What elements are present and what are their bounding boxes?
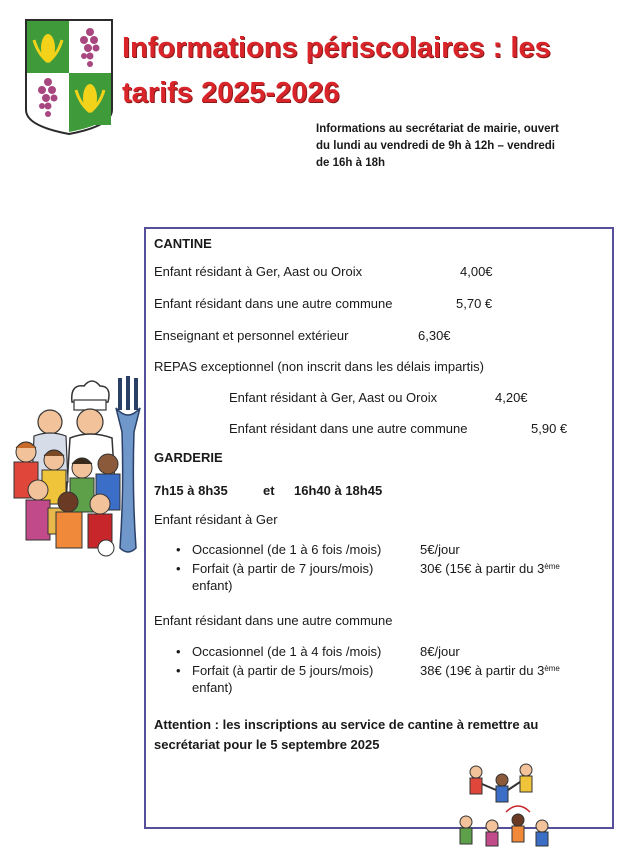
exceptional-meal-label: REPAS exceptionnel (non inscrit dans les délais impartis) <box>154 359 484 374</box>
item-label: Occasionnel (de 1 à 6 fois /mois) <box>192 542 382 557</box>
children-playing-illustration <box>446 760 556 850</box>
garderie-other-list <box>174 643 594 698</box>
title-line-1: Informations périscolaires : les <box>122 32 551 64</box>
cantine-row-label: Enfant résidant dans une autre commune <box>154 296 393 311</box>
fork-icon <box>116 376 140 552</box>
opening-hours-info <box>316 121 606 172</box>
item-superscript: ème <box>544 562 560 571</box>
garderie-hours-evening: 16h40 à 18h45 <box>294 483 383 498</box>
title-line-2: tarifs 2025-2026 <box>122 77 340 109</box>
garderie-other-label: Enfant résidant dans une autre commune <box>154 613 393 628</box>
garderie-heading: GARDERIE <box>154 450 223 465</box>
exceptional-row-label: Enfant résidant à Ger, Aast ou Oroix <box>229 390 438 405</box>
exceptional-row-label: Enfant résidant dans une autre commune <box>229 421 468 436</box>
coat-of-arms-logo <box>24 18 114 136</box>
tariffs-panel <box>144 227 614 829</box>
list-item <box>174 541 594 558</box>
exceptional-row-price: 5,90 € <box>531 421 568 436</box>
info-line: du lundi au vendredi de 9h à 12h – vendredi <box>316 140 556 152</box>
cantine-row-label: Enseignant et personnel extérieur <box>154 328 349 343</box>
item-superscript: ème <box>544 664 560 673</box>
list-item <box>174 662 594 696</box>
cantine-row-label: Enfant résidant à Ger, Aast ou Oroix <box>154 264 363 279</box>
item-price: 8€/jour <box>420 644 460 659</box>
cantine-row-price: 6,30€ <box>418 328 451 343</box>
item-price: 30€ (15€ à partir du 3 <box>420 561 545 576</box>
item-label: Forfait (à partir de 5 jours/mois) <box>192 663 374 678</box>
item-tail: enfant) <box>192 578 233 593</box>
item-label: Forfait (à partir de 7 jours/mois) <box>192 561 374 576</box>
cantine-row-price: 5,70 € <box>456 296 493 311</box>
item-price: 5€/jour <box>420 542 460 557</box>
page-title <box>122 26 612 116</box>
attention-line-2: secrétariat pour le 5 septembre 2025 <box>154 737 380 752</box>
chef-children-illustration <box>8 372 148 562</box>
list-item <box>174 643 594 660</box>
garderie-hours-and: et <box>263 483 275 498</box>
item-label: Occasionnel (de 1 à 4 fois /mois) <box>192 644 382 659</box>
garderie-hours-morning: 7h15 à 8h35 <box>154 483 228 498</box>
info-line: de 16h à 18h <box>316 157 386 169</box>
cantine-heading: CANTINE <box>154 236 212 251</box>
list-item <box>174 560 594 594</box>
garderie-ger-list <box>174 541 594 596</box>
garderie-ger-label: Enfant résidant à Ger <box>154 512 278 527</box>
cantine-row-price: 4,00€ <box>460 264 493 279</box>
item-tail: enfant) <box>192 680 233 695</box>
item-price: 38€ (19€ à partir du 3 <box>420 663 545 678</box>
attention-line-1: Attention : les inscriptions au service de cantine à remettre au <box>154 717 539 732</box>
info-line: Informations au secrétariat de mairie, ouvert <box>316 123 559 135</box>
exceptional-row-price: 4,20€ <box>495 390 528 405</box>
